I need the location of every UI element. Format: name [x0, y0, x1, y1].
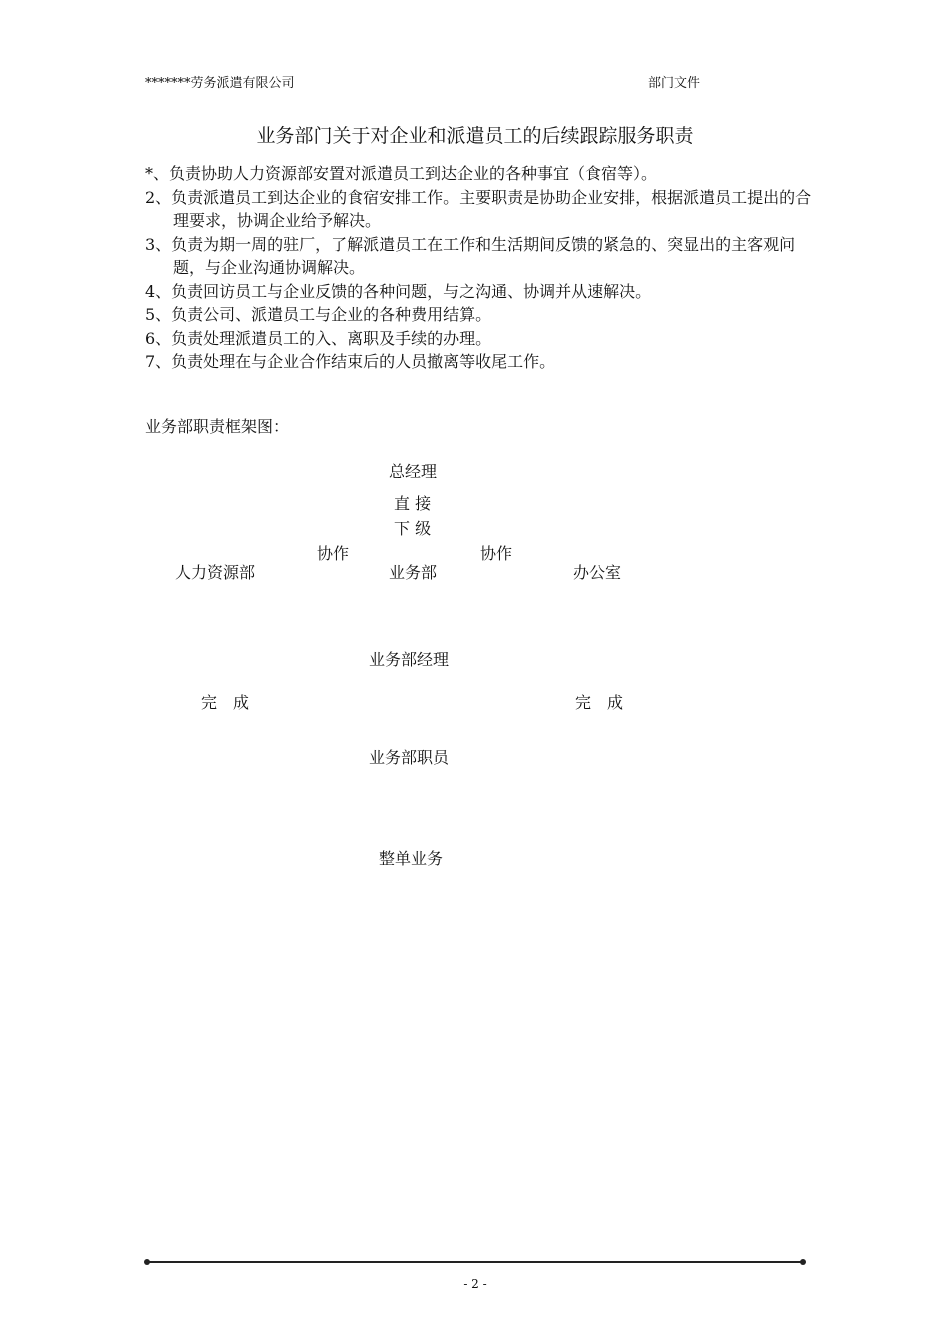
duty-item: 3、负责为期一周的驻厂，了解派遣员工在工作和生活期间反馈的紧急的、突显出的主客观问题，与企业沟通协调解决。	[145, 234, 796, 277]
node-office: 办公室	[573, 563, 622, 582]
label-complete-left: 完 成	[201, 693, 250, 712]
node-whole-business: 整单业务	[379, 849, 444, 868]
document-title: 业务部门关于对企业和派遣员工的后续跟踪服务职责	[256, 125, 694, 147]
label-cooperate-left: 协作	[317, 544, 350, 563]
duty-item: 7、负责处理在与企业合作结束后的人员撤离等收尾工作。	[145, 352, 556, 371]
node-business-manager: 业务部经理	[369, 650, 450, 669]
label-complete-right: 完 成	[575, 693, 624, 712]
page-number: - 2 -	[463, 1277, 487, 1291]
node-hr-department: 人力资源部	[175, 563, 256, 582]
footer-rule	[147, 1261, 803, 1263]
label-subordinate: 下 级	[394, 519, 432, 538]
node-business-staff: 业务部职员	[369, 748, 450, 767]
duties-list	[145, 162, 815, 374]
duty-item: 4、负责回访员工与企业反馈的各种问题，与之沟通、协调并从速解决。	[145, 281, 652, 301]
label-cooperate-right: 协作	[480, 544, 513, 563]
duty-item: 2、负责派遣员工到达企业的食宿安排工作。主要职责是协助企业安排，根据派遣员工提出的合理要求，协调企业给予解决。	[145, 187, 812, 230]
node-business-department: 业务部	[389, 563, 438, 582]
node-general-manager: 总经理	[389, 462, 438, 481]
header-doc-type: 部门文件	[648, 76, 701, 91]
section-title: 业务部职责框架图：	[145, 417, 290, 436]
duty-item: 6、负责处理派遣员工的入、离职及手续的办理。	[145, 328, 492, 348]
header-company: *******劳务派遣有限公司	[145, 76, 295, 91]
label-direct: 直 接	[394, 494, 432, 513]
duty-item: 5、负责公司、派遣员工与企业的各种费用结算。	[145, 305, 492, 324]
duty-item: *、负责协助人力资源部安置对派遣员工到达企业的各种事宜（食宿等）。	[145, 164, 658, 183]
footer-line-dot-right	[800, 1259, 806, 1265]
